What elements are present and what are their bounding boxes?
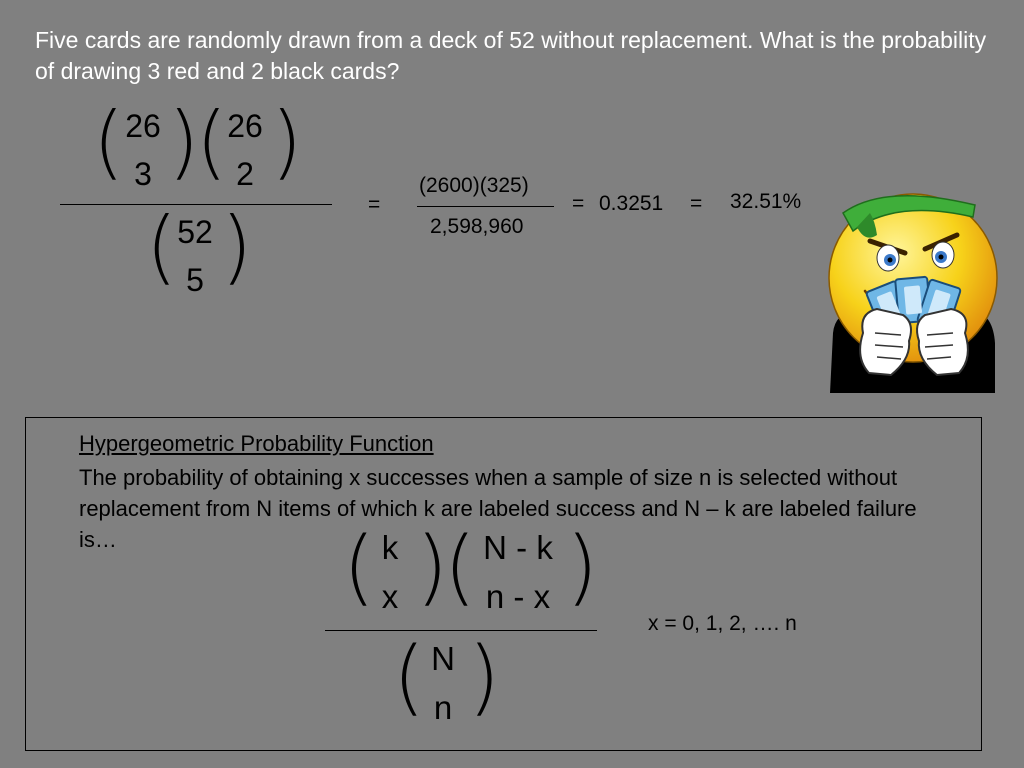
card-player-smiley-icon: [825, 183, 1000, 398]
binom-bottom: n: [433, 689, 453, 726]
right-paren-icon: ): [271, 95, 303, 188]
left-paren-icon: (: [146, 200, 178, 293]
binom-bottom: x: [381, 578, 399, 615]
equals-sign: =: [690, 192, 703, 215]
result-numerator: (2600)(325): [419, 174, 529, 197]
binom-bottom: 5: [186, 262, 204, 298]
right-paren-icon: ): [221, 200, 253, 293]
fraction-bar: [325, 630, 597, 631]
binom-top: 26: [125, 108, 161, 144]
domain-text: x = 0, 1, 2, …. n: [648, 612, 797, 635]
binom-bottom: 2: [236, 156, 254, 192]
equals-sign: =: [572, 192, 585, 215]
right-paren-icon: ): [416, 520, 448, 615]
left-paren-icon: (: [343, 520, 375, 615]
result-percent: 32.51%: [730, 190, 802, 213]
binom-top: 52: [177, 214, 213, 250]
question-text: Five cards are randomly drawn from a deck of 52 without replacement. What is the probability of drawing 3 red and 2 black cards?: [35, 27, 987, 84]
binom-top: N - k: [483, 529, 553, 566]
right-paren-icon: ): [468, 630, 500, 725]
result-fraction-bar: [417, 206, 554, 207]
equals-sign: =: [368, 193, 381, 216]
left-paren-icon: (: [196, 95, 228, 188]
left-paren-icon: (: [393, 630, 425, 725]
right-paren-icon: ): [566, 520, 598, 615]
definition-title: Hypergeometric Probability Function: [79, 431, 434, 456]
binom-bottom: n - x: [485, 578, 551, 615]
result-decimal: 0.3251: [599, 192, 664, 215]
binom-bottom: 3: [134, 156, 152, 192]
left-paren-icon: (: [444, 520, 476, 615]
binom-top: N: [431, 640, 455, 677]
left-paren-icon: (: [93, 95, 125, 188]
binom-top: k: [381, 529, 399, 566]
definition-text: The probability of obtaining x successes when a sample of size n is selected without replacement from N items of which k are labeled success and N – k are labeled failure is…: [79, 465, 917, 552]
right-paren-icon: ): [168, 95, 200, 188]
result-denominator: 2,598,960: [430, 215, 524, 238]
fraction-bar: [60, 204, 332, 205]
binom-top: 26: [227, 108, 263, 144]
